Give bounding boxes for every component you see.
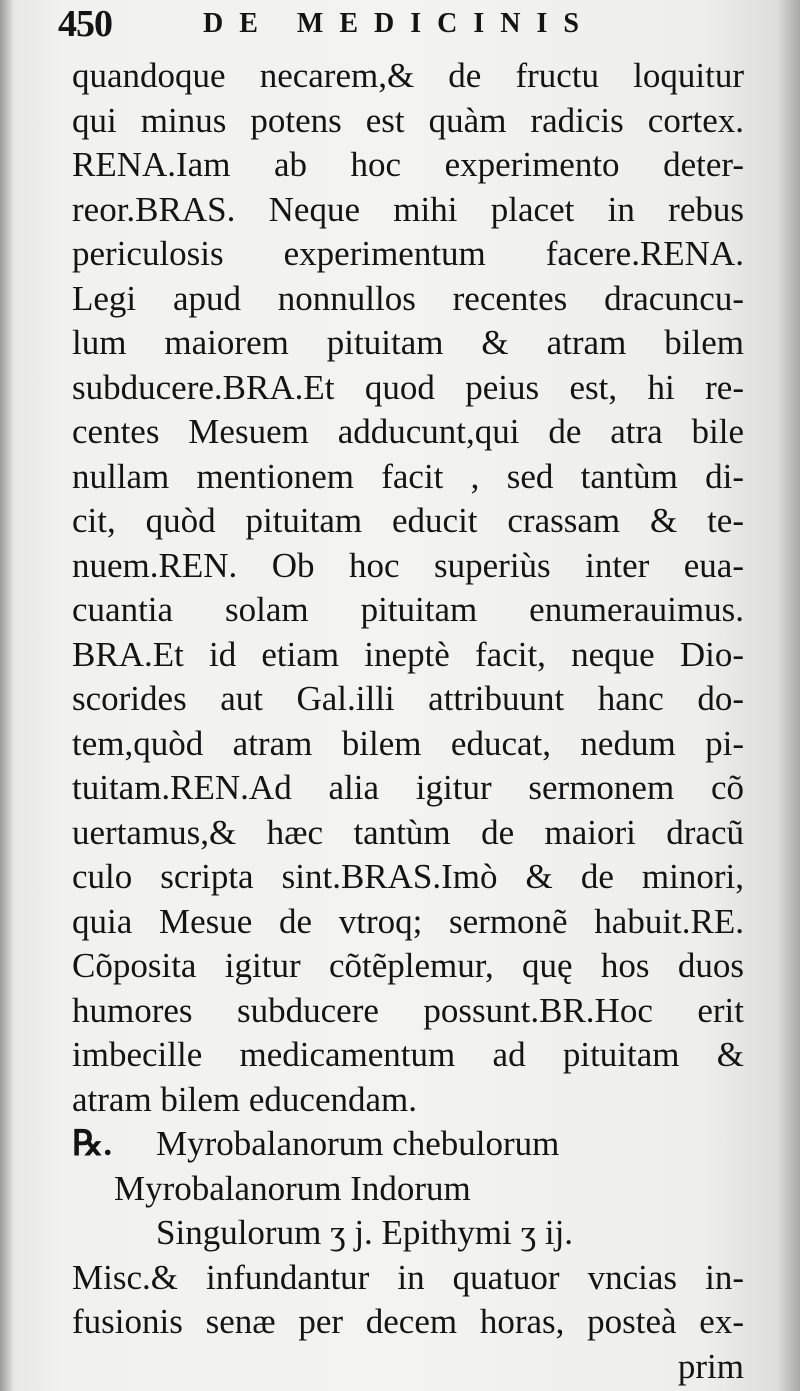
recipe-ingredient: Myrobalanorum chebulorum xyxy=(156,1124,560,1163)
text-line: nullam mentionem facit , sed tantùm di- xyxy=(72,456,744,496)
page-number: 450 xyxy=(58,3,112,45)
recipe-quantity: Singulorum ʒ j. Epithymi ʒ ij. xyxy=(156,1213,574,1252)
text-line: cit, quòd pituitam educit crassam & te- xyxy=(72,501,744,540)
text-line: tuitam.REN.Ad alia igitur sermonem cõ xyxy=(72,768,744,807)
text-line: scorides aut Gal.illi attribuunt hanc do- xyxy=(72,679,744,718)
edge-shadow xyxy=(778,0,800,1391)
running-head: DE MEDICINIS xyxy=(203,8,595,39)
text-line: Legi apud nonnullos recentes dracuncu- xyxy=(72,278,744,318)
text-line: lum maiorem pituitam & atram bilem xyxy=(72,323,744,362)
text-line: humores subducere possunt.BR.Hoc erit xyxy=(72,990,744,1030)
text-line: tem,quòd atram bilem educat, nedum pi- xyxy=(72,723,744,763)
text-line: quia Mesue de vtroq; sermonẽ habuit.RE. xyxy=(72,901,744,941)
recipe-line xyxy=(72,1122,744,1167)
text-line: qui minus potens est quàm radicis cortex. xyxy=(72,100,744,140)
text-line: imbecille medicamentum ad pituitam & xyxy=(72,1035,744,1074)
text-line: uertamus,& hæc tantùm de maiori dracũ xyxy=(72,812,744,852)
text-line: BRA.Et id etiam ineptè facit, neque Dio- xyxy=(72,634,744,674)
text-line: subducere.BRA.Et quod peius est, hi re- xyxy=(72,367,744,407)
text-line: nuem.REN. Ob hoc superiùs inter eua- xyxy=(72,545,744,585)
text-line: RENA.Iam ab hoc experimento deter- xyxy=(72,145,744,184)
text-line: fusionis senæ per decem horas, posteà ex- xyxy=(72,1302,744,1341)
text-line: atram bilem educendam. xyxy=(72,1079,417,1119)
page-header xyxy=(58,2,658,50)
recipe-symbol: ℞. xyxy=(72,1124,113,1163)
main-text xyxy=(72,54,744,1389)
catchword: prim xyxy=(677,1346,744,1386)
text-line: Misc.& infundantur in quatuor vncias in- xyxy=(72,1257,744,1297)
text-line: culo scripta sint.BRAS.Imò & de minori, xyxy=(72,857,744,896)
text-line: cuantia solam pituitam enumerauimus. xyxy=(72,590,744,629)
text-line: Cõposita igitur cõtẽplemur, quę hos duos xyxy=(72,946,744,985)
gutter-shadow xyxy=(0,0,14,1391)
text-line: centes Mesuem adducunt,qui de atra bile xyxy=(72,412,744,451)
text-line: periculosis experimentum facere.RENA. xyxy=(72,234,744,273)
text-line: quandoque necarem,& de fructu loquitur xyxy=(72,56,744,95)
recipe-ingredient: Myrobalanorum Indorum xyxy=(114,1168,471,1208)
text-line: reor.BRAS. Neque mihi placet in rebus xyxy=(72,189,744,229)
